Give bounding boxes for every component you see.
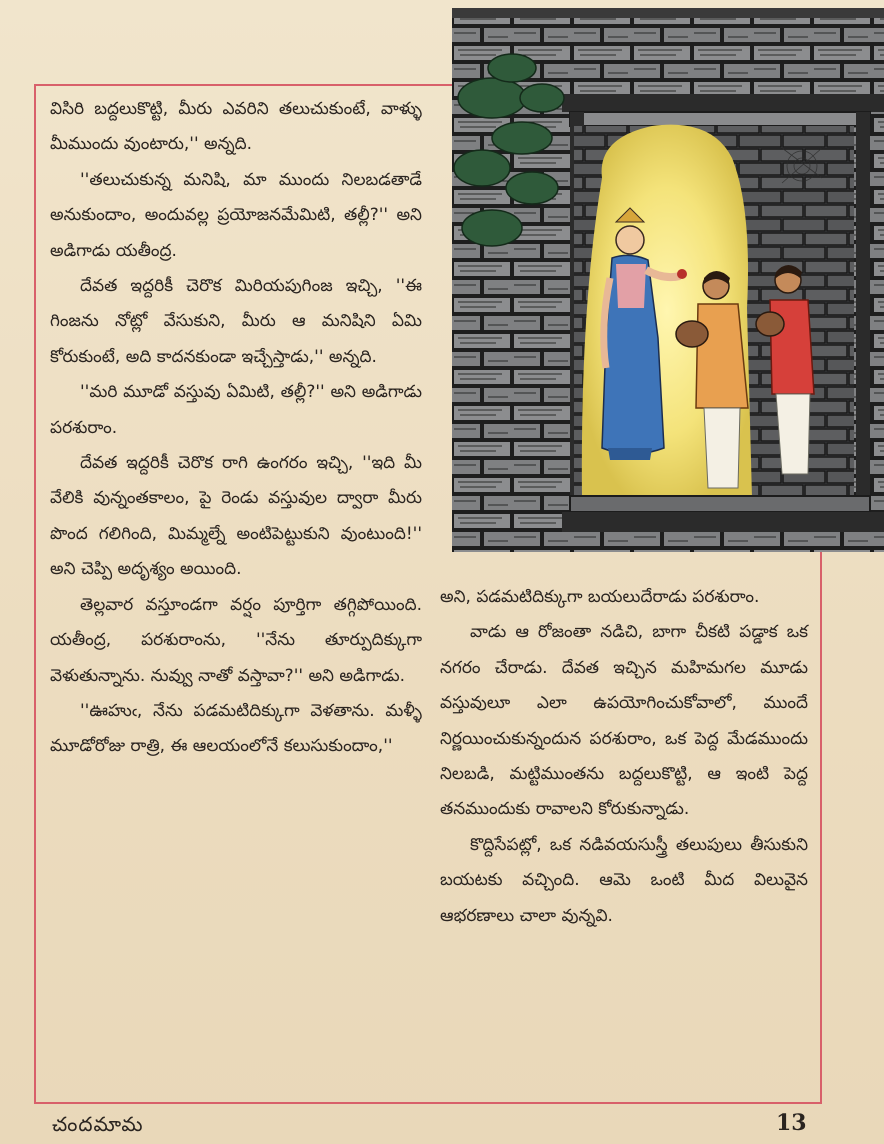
paragraph: దేవత ఇద్దరికీ చెరొక రాగి ఉంగరం ఇచ్చి, ''ఇది మీ వేలికి వున్నంతకాలం, పై రెండు వస్తువుల ద్వారా మీరు పొంద గలిగింది, మిమ్మల్నే అంటిపెట్టుకుని వుంటుంది!'' అని చెప్పి అదృశ్యం అయింది.: [50, 453, 422, 580]
story-illustration: [452, 8, 884, 552]
paragraph: అని, పడమటిదిక్కుగా బయలుదేరాడు పరశురాం.: [440, 587, 760, 607]
paragraph: తెల్లవార వస్తూండగా వర్షం పూర్తిగా తగ్గిపోయింది. యతీంద్ర, పరశురాంను, ''నేను తూర్పుదిక్కుగా వెళుతున్నాను. నువ్వు నాతో వస్తావా?'' అని అడిగాడు.: [50, 594, 422, 686]
temple-goddess-illustration: [452, 8, 884, 552]
paragraph: ''తలుచుకున్న మనిషి, మా ముందు నిలబడతాడే అనుకుందాం, అందువల్ల ప్రయోజనమేమిటి, తల్లీ?'' అని అడిగాడు యతీంద్ర.: [50, 169, 422, 261]
paragraph: దేవత ఇద్దరికీ చెరొక మిరియపుగింజ ఇచ్చి, ''ఈ గింజను నోట్లో వేసుకుని, మీరు ఆ మనిషిని ఏమి కోరుకుంటే, అది కాదనకుండా ఇచ్చేస్తాడు,'' అన్నది.: [50, 276, 422, 367]
magazine-name: చందమామ: [52, 1112, 144, 1136]
paragraph: ''ఊహుఁ, నేను పడమటిదిక్కుగా వెళతాను. మళ్ళీ మూడోరోజు రాత్రి, ఈ ఆలయంలోనే కలుసుకుందాం,'': [50, 700, 422, 757]
left-text-column: [50, 92, 422, 765]
right-text-column: [440, 580, 808, 934]
paragraph: వాడు ఆ రోజంతా నడిచి, బాగా చీకటి పడ్డాక ఒక నగరం చేరాడు. దేవత ఇచ్చిన మహిమగల మూడు వస్తువులూ ఎలా ఉపయోగించుకోవాలో, ముందే నిర్ణయించుకున్నందున పరశురాం, ఒక పెద్ద మేడముందు నిలబడి, మట్టిముంతను బద్దలుకొట్టి, ఆ ఇంటి పెద్ద తనముందుకు రావాలని కోరుకున్నాడు.: [440, 622, 808, 820]
page-number: 13: [776, 1110, 807, 1136]
paragraph: ''మరి మూడో వస్తువు ఏమిటి, తల్లీ?'' అని అడిగాడు పరశురాం.: [50, 382, 422, 438]
paragraph: కొద్దిసేపట్లో, ఒక నడివయసుస్త్రీ తలుపులు తీసుకుని బయటకు వచ్చింది. ఆమె ఒంటి మీద విలువైన ఆభరణాలు చాలా వున్నవి.: [440, 834, 808, 926]
paragraph: విసిరి బద్దలుకొట్టి, మీరు ఎవరిని తలుచుకుంటే, వాళ్ళు మీముందు వుంటారు,'' అన్నది.: [50, 99, 422, 155]
